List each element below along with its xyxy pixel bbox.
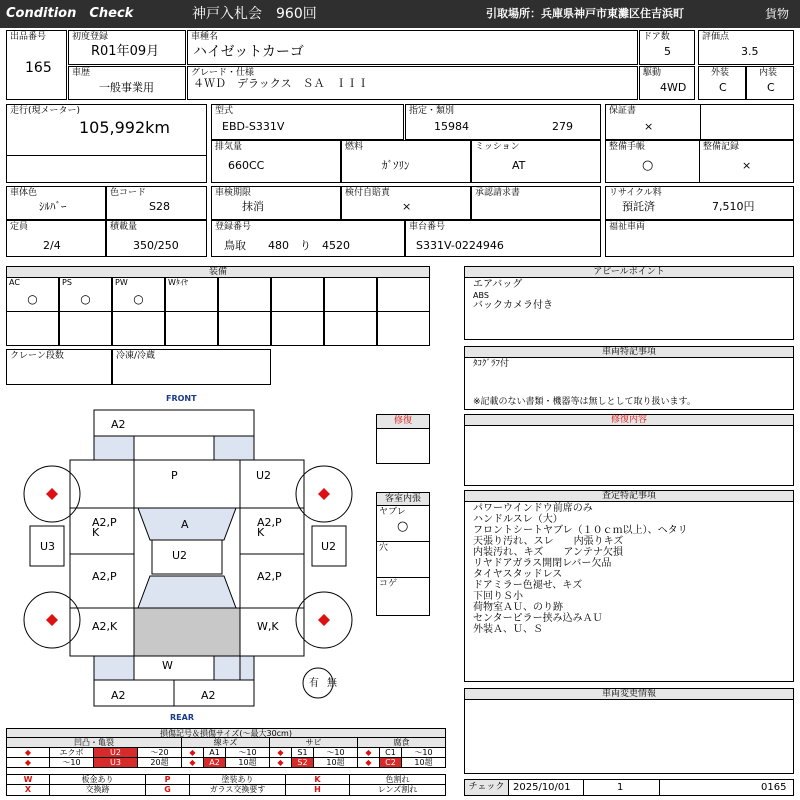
ari-label: 有: [309, 678, 319, 689]
legend-code-h-desc: レンズ割れ: [350, 785, 446, 796]
color-box: [6, 186, 106, 220]
equip-label-ps: PS: [62, 278, 72, 287]
record-value: ×: [742, 159, 752, 172]
legend-r2-sym4: ◆: [358, 758, 380, 768]
welfare-box: [605, 220, 794, 257]
mark-p-center: P: [171, 469, 178, 482]
mission-label: ミッション: [475, 142, 520, 152]
record-box: [699, 140, 794, 183]
auction-title: 神戸入札会 960回: [192, 6, 317, 22]
ext-value: C: [719, 81, 727, 94]
legend-code-g: G: [146, 785, 190, 796]
displacement-label: 排気量: [215, 142, 243, 152]
model-label: 型式: [215, 106, 234, 116]
plate-label: 登録番号: [215, 222, 252, 232]
appeal-title: アピールポイント: [465, 267, 793, 278]
warranty-divider: [700, 105, 701, 139]
inspection-notes-title: 査定特記事項: [465, 491, 793, 502]
legend-r2-c3: A2: [204, 758, 226, 768]
warranty-box: [605, 104, 794, 140]
inspection-notes-section: [464, 490, 794, 682]
legend-r1-c6: ～10: [314, 748, 358, 758]
equip-cell-empty-11: [324, 311, 377, 346]
mark-a-center: A: [181, 518, 189, 531]
ext-label: 外装: [711, 68, 730, 78]
cabin-divider-1: [377, 541, 429, 542]
freezer-label: 冷凍/冷蔵: [116, 351, 156, 361]
cabin-divider-2: [377, 577, 429, 578]
legend-r1-c3: A1: [204, 748, 226, 758]
header-bar: [0, 0, 800, 28]
doors-label: ドア数: [643, 32, 670, 42]
equip-cell-empty-12: [377, 311, 430, 346]
grade-label: グレード・仕様: [191, 68, 255, 78]
note-line-10: 荷物室ＡＵ、のり跡: [473, 602, 563, 613]
model-value: EBD-S331V: [222, 120, 285, 133]
score-value: 3.5: [741, 45, 759, 58]
inspection-label: 車検期限: [215, 188, 252, 198]
lot-box: [6, 30, 67, 100]
legend-r1-c5: S1: [292, 748, 314, 758]
recycle-status: 預託済: [622, 200, 655, 213]
approval-box: [471, 186, 601, 220]
equip-cell-wtire: [165, 277, 218, 312]
special-title: 車両特記事項: [465, 347, 793, 358]
recycle-fee: 7,510円: [712, 200, 755, 213]
mileage-box: [6, 104, 207, 183]
lot-label: 出品番号: [10, 32, 47, 42]
legend-r1-c0: エクボ: [50, 748, 94, 758]
appeal-section: [464, 266, 794, 340]
legend-r1-c2: ～20: [138, 748, 182, 758]
legend-r2-c1: U3: [94, 758, 138, 768]
cabin-box: [376, 492, 430, 616]
crane-box: [6, 349, 112, 385]
cabin-tear-label: ヤブレ: [379, 507, 406, 517]
record-label: 整備記録: [703, 142, 740, 152]
check-footer: [464, 779, 794, 796]
insurance-value: ×: [402, 200, 412, 213]
score-label: 評価点: [702, 32, 730, 42]
mark-a2pk-right: A2,P K: [257, 516, 282, 539]
int-box: [746, 66, 794, 100]
legend-r1-c1: U2: [94, 748, 138, 758]
check-date: 2025/10/01: [513, 782, 571, 793]
special-note: ※記載のない書類・機器等は無しとして取り扱います。: [473, 397, 696, 407]
legend-r2-sym3: ◆: [270, 758, 292, 768]
colorcode-label: 色コード: [110, 188, 147, 198]
pickup-location: 引取場所：兵庫県神戸市東灘区住吉浜町: [486, 7, 684, 20]
legend-code-w-desc: 板金あり: [50, 774, 146, 785]
note-line-9: 下回りＳ小: [473, 591, 523, 602]
equip-label-ac: AC: [9, 278, 20, 287]
cabin-tear-value: ○: [397, 519, 409, 534]
drive-box: [639, 66, 695, 100]
reg-label: 初度登録: [72, 32, 109, 42]
repair-content-section: [464, 414, 794, 486]
recycle-box: [605, 186, 794, 220]
warranty-label: 保証書: [609, 106, 637, 116]
changes-title: 車両変更情報: [465, 689, 793, 700]
mark-u2-mid: U2: [172, 549, 188, 562]
legend-r1-c7: C1: [380, 748, 402, 758]
displacement-value: 660CC: [228, 159, 265, 172]
crane-label: クレーン段数: [10, 351, 64, 361]
colorcode-value: S28: [149, 200, 170, 213]
mark-w-bottom: W: [162, 659, 173, 672]
load-box: [106, 220, 207, 257]
legend-r1-sym4: ◆: [358, 748, 380, 758]
legend-r2-c4: 10超: [226, 758, 270, 768]
welfare-label: 福祉車両: [609, 222, 646, 232]
equip-cell-pw: [112, 277, 165, 312]
manual-value: ○: [642, 158, 654, 173]
drive-value: 4WD: [660, 81, 687, 94]
mark-u3: U3: [40, 540, 56, 553]
inspection-value: 抹消: [242, 200, 264, 213]
equip-cell-empty-9: [218, 311, 271, 346]
legend-code-x-desc: 交換跡: [50, 785, 146, 796]
repair-content-title: 修復内容: [465, 415, 793, 426]
legend-r2-sym1: ◆: [6, 758, 50, 768]
drive-label: 駆動: [643, 68, 662, 78]
freezer-box: [112, 349, 271, 385]
legend-r2-c2: 20超: [138, 758, 182, 768]
designation-box: [405, 104, 601, 140]
mark-a2pk-left: A2,P K: [92, 516, 117, 539]
note-line-4: 天張り汚れ、スレ 内張りキズ: [473, 536, 624, 547]
note-line-3: フロントシートヤブレ（１０ｃｍ以上）、ヘタリ: [473, 525, 688, 536]
check-n: 1: [617, 782, 624, 793]
note-line-11: センターピラー挟み込みＡＵ: [473, 613, 603, 624]
repair-box: [376, 414, 430, 464]
capacity-label: 定員: [10, 222, 29, 232]
score-box: [698, 30, 794, 65]
manual-box: [605, 140, 700, 183]
legend-r1-sym1: ◆: [6, 748, 50, 758]
load-label: 積載量: [110, 222, 138, 232]
history-value: 一般事業用: [99, 81, 154, 94]
repair-box-title: 修復: [377, 415, 429, 429]
legend-code-x: X: [6, 785, 50, 796]
note-line-5: 内装汚れ、キズ アンテナ欠損: [473, 547, 623, 558]
recycle-label: リサイクル料: [609, 188, 662, 198]
cabin-hole-label: 穴: [379, 543, 389, 553]
legend-code-p-desc: 塗装あり: [190, 774, 286, 785]
note-line-2: ハンドルスレ（大）: [473, 514, 563, 525]
mark-a2-br: A2: [201, 689, 216, 702]
mark-u2-side: U2: [321, 540, 337, 553]
approval-label: 承認請求書: [475, 188, 521, 198]
plate-value: 鳥取 480 り 4520: [224, 239, 350, 252]
designation-value: 15984: [434, 120, 469, 133]
rear-label: REAR: [170, 713, 194, 722]
mark-wk: W,K: [257, 620, 279, 633]
grade-value: ４ＷＤ デラックス ＳＡ ＩＩＩ: [193, 77, 369, 90]
check-divider-1: [583, 780, 584, 795]
car-box: [187, 30, 638, 65]
chassis-box: [405, 220, 601, 257]
grade-box: [187, 66, 638, 100]
reg-value: R01年09月: [91, 44, 160, 59]
mark-a2k: A2,K: [92, 620, 118, 633]
note-line-1: パワーウインドウ前席のみ: [473, 503, 593, 514]
legend-r2-c5: S2: [292, 758, 314, 768]
legend-code-g-desc: ガラス交換要す: [190, 785, 286, 796]
legend-code-h: H: [286, 785, 350, 796]
history-label: 車歴: [72, 68, 91, 78]
legend-code-p: P: [146, 774, 190, 785]
check-divider-2: [659, 780, 660, 795]
legend-r1-sym3: ◆: [270, 748, 292, 758]
capacity-value: 2/4: [43, 239, 61, 252]
model-box: [211, 104, 404, 140]
nashi-label: 無: [327, 678, 337, 689]
int-value: C: [767, 81, 775, 94]
legend-r2-c8: 10超: [402, 758, 446, 768]
special-section: [464, 346, 794, 410]
legend-r2-c6: 10超: [314, 758, 358, 768]
appeal-line-2: ABS: [473, 291, 489, 300]
equip-cell-empty-1: [218, 277, 271, 312]
special-line-1: ﾀｺｸﾞﾗﾌ付: [473, 359, 510, 369]
legend-title: 損傷記号＆損傷サイズ(～最大30cm): [6, 728, 446, 738]
equipment-title: 装備: [7, 267, 429, 278]
check-label: チェック: [465, 780, 509, 795]
insurance-label: 検付自賠責: [345, 188, 391, 198]
mark-a2-bl: A2: [111, 689, 126, 702]
doors-box: [639, 30, 695, 65]
mark-a2p-right: A2,P: [257, 570, 282, 583]
mission-box: [471, 140, 601, 183]
equip-value-pw: ○: [133, 292, 144, 306]
capacity-box: [6, 220, 106, 257]
equip-cell-empty-7: [112, 311, 165, 346]
mileage-label: 走行(現メーター): [10, 106, 81, 116]
int-label: 内装: [759, 68, 778, 78]
legend-group-corrosion: 腐食: [358, 738, 446, 748]
note-line-8: ドアミラー色褪せ、キズ: [473, 580, 583, 591]
inspection-box: [211, 186, 341, 220]
appeal-line-3: バックカメラ付き: [473, 300, 553, 311]
mark-u2-right: U2: [256, 469, 272, 482]
equip-cell-empty-5: [6, 311, 59, 346]
mission-value: AT: [512, 159, 526, 172]
equip-cell-empty-4: [377, 277, 430, 312]
note-line-6: リヤドアガラス開閉レバー欠品: [473, 558, 612, 569]
legend-r1-sym2: ◆: [182, 748, 204, 758]
legend-code-k: K: [286, 774, 350, 785]
lot-number: 165: [25, 60, 52, 76]
equip-cell-empty-10: [271, 311, 324, 346]
equip-value-ac: ○: [27, 292, 38, 306]
changes-section: [464, 688, 794, 774]
chassis-label: 車台番号: [409, 222, 446, 232]
car-label: 車種名: [191, 32, 219, 42]
fuel-value: ｶﾞｿﾘﾝ: [382, 159, 410, 172]
note-line-7: タイヤスタッドレス: [473, 569, 563, 580]
equip-label-pw: PW: [115, 278, 128, 287]
cabin-burn-label: コゲ: [379, 579, 398, 589]
load-value: 350/250: [133, 239, 179, 252]
plate-box: [211, 220, 405, 257]
brand-title: Condition Check: [6, 6, 134, 21]
equip-cell-empty-6: [59, 311, 112, 346]
legend-r1-c8: ～10: [402, 748, 446, 758]
front-label: FRONT: [166, 394, 197, 403]
mileage-divider: [7, 155, 206, 156]
mark-a2p-left: A2,P: [92, 570, 117, 583]
appeal-line-1: エアバッグ: [473, 279, 523, 290]
equip-cell-empty-2: [271, 277, 324, 312]
fuel-label: 燃料: [345, 142, 364, 152]
designation-label: 指定・類別: [409, 106, 455, 116]
legend-group-dent: 凹凸・亀裂: [6, 738, 182, 748]
color-label: 車体色: [10, 188, 38, 198]
vehicle-category: 貨物: [765, 7, 790, 21]
note-line-12: 外装Ａ、Ｕ、Ｓ: [473, 624, 543, 635]
ext-box: [698, 66, 746, 100]
insurance-box: [341, 186, 471, 220]
legend-r2-c7: C2: [380, 758, 402, 768]
mileage-value: 105,992km: [79, 118, 171, 137]
fuel-box: [341, 140, 471, 183]
legend-code-w: W: [6, 774, 50, 785]
displacement-box: [211, 140, 341, 183]
equip-cell-ac: [6, 277, 59, 312]
equip-label-wtire: Wﾀｲﾔ: [168, 278, 188, 287]
equip-cell-ps: [59, 277, 112, 312]
warranty-value: ×: [644, 120, 654, 133]
manual-label: 整備手帳: [609, 142, 646, 152]
history-box: [68, 66, 186, 100]
legend-group-rust: サビ: [270, 738, 358, 748]
reg-box: [68, 30, 186, 65]
legend-code-k-desc: 色割れ: [350, 774, 446, 785]
legend-r1-c4: ～10: [226, 748, 270, 758]
equip-value-ps: ○: [80, 292, 91, 306]
legend-r2-sym2: ◆: [182, 758, 204, 768]
chassis-value: S331V-0224946: [416, 239, 504, 252]
cabin-title: 客室内張: [377, 493, 429, 506]
car-name: ハイゼットカーゴ: [193, 44, 304, 60]
legend-group-scratch: 線キズ: [182, 738, 270, 748]
class-value: 279: [552, 120, 573, 133]
equip-cell-empty-8: [165, 311, 218, 346]
legend-r2-c0: ～10: [50, 758, 94, 768]
equip-cell-empty-3: [324, 277, 377, 312]
colorcode-box: [106, 186, 207, 220]
doors-value: 5: [664, 45, 671, 58]
check-code: 0165: [761, 782, 787, 793]
color-value: ｼﾙﾊﾞｰ: [39, 200, 67, 213]
mark-a2-top: A2: [111, 418, 126, 431]
